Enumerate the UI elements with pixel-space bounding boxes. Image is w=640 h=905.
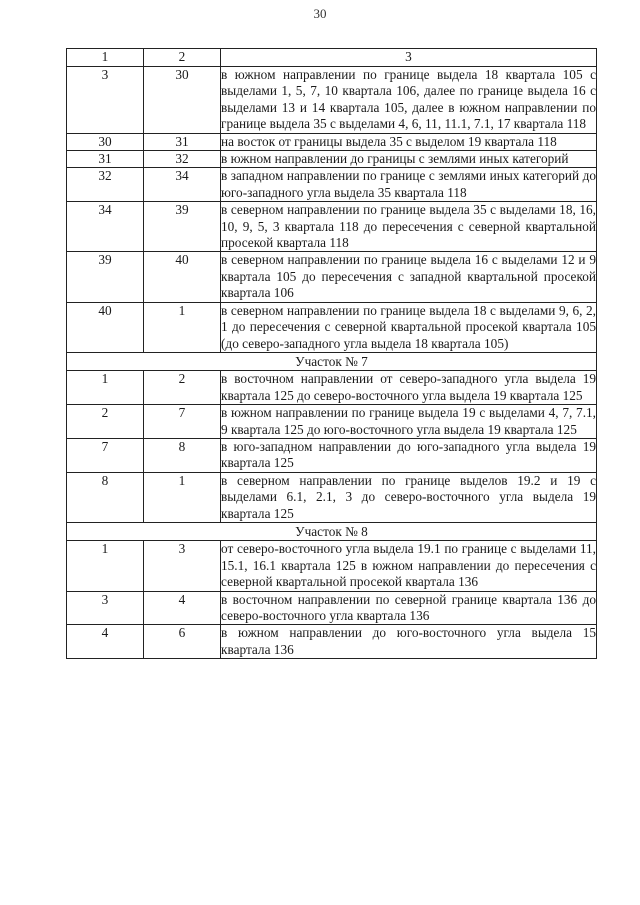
point-from-cell: 1: [67, 541, 144, 591]
column-header-description: 3: [221, 49, 597, 67]
boundary-description-cell: в северном направлении по границе выдела 35 с выделами 18, 16, 10, 9, 5, 3 квартала 118 до пересечения с северной квартальной просекой квартала 118: [221, 202, 596, 251]
point-to-cell: 32: [144, 151, 221, 168]
table-row: [67, 541, 597, 591]
table-row: [67, 472, 597, 522]
table-header-row: [67, 49, 597, 67]
table-row: [67, 252, 597, 302]
point-from-cell: 1: [67, 371, 144, 405]
point-from-cell: 2: [67, 405, 144, 439]
table-row: [67, 67, 597, 134]
boundary-description-cell: в юго-западном направлении до юго-западного угла выдела 19 квартала 125: [221, 438, 596, 471]
boundary-description-cell: в южном направлении по границе выдела 19 с выделами 4, 7, 7.1, 9 квартала 125 до юго-восточного угла выдела 19 квартала 125: [221, 405, 596, 437]
point-from-cell: 3: [67, 591, 144, 625]
point-to-cell: 2: [144, 371, 221, 405]
column-header-from: 1: [67, 49, 144, 67]
table-body: [67, 49, 597, 659]
boundary-description-cell: от северо-восточного угла выдела 19.1 по границе с выделами 11, 15.1, 16.1 квартала 125 в южном направлении до пересечения с северной квартальной просекой квартала 136: [221, 541, 596, 590]
point-from-cell: 32: [67, 168, 144, 202]
point-from-cell: 34: [67, 202, 144, 252]
point-to-cell: 31: [144, 133, 221, 150]
boundary-description-cell: в южном направлении по границе выдела 18 квартала 105 с выделами 1, 5, 7, 10 квартала 106, далее по границе выдела 16 с выделами 13 и 14 квартала 105, далее в южном направлении по границе выдела 35 с выделами 4, 6, 11, 11.1, 7.1, 17 квартала 118: [221, 67, 596, 132]
point-to-cell: 4: [144, 591, 221, 625]
point-from-cell: 7: [67, 438, 144, 472]
point-from-cell: 31: [67, 151, 144, 168]
boundary-table: [66, 48, 597, 659]
point-to-cell: 8: [144, 438, 221, 472]
table-row: [67, 168, 597, 202]
point-to-cell: 7: [144, 405, 221, 439]
table-row: [67, 405, 597, 439]
boundary-description-cell: на восток от границы выдела 35 с выделом 19 квартала 118: [221, 133, 597, 150]
table-row: [67, 438, 597, 472]
point-to-cell: 1: [144, 302, 221, 352]
point-to-cell: 3: [144, 541, 221, 591]
boundary-description-cell: в восточном направлении от северо-западного угла выдела 19 квартала 125 до северо-восточного угла выдела 19 квартала 125: [221, 371, 596, 403]
point-to-cell: 1: [144, 472, 221, 522]
boundary-description-cell: в западном направлении по границе с землями иных категорий до юго-западного угла выдела 35 квартала 118: [221, 168, 596, 200]
table-row: [67, 151, 597, 168]
section-heading: Участок № 7: [67, 352, 597, 370]
point-to-cell: 6: [144, 625, 221, 659]
section-heading-row: [67, 522, 597, 540]
point-to-cell: 30: [144, 67, 221, 134]
table-row: [67, 591, 597, 625]
table-row: [67, 302, 597, 352]
boundary-description-cell: в южном направлении до юго-восточного угла выдела 15 квартала 136: [221, 625, 596, 657]
column-header-to: 2: [144, 49, 221, 67]
boundary-description-cell: в южном направлении до границы с землями иных категорий: [221, 151, 597, 168]
point-to-cell: 39: [144, 202, 221, 252]
point-to-cell: 40: [144, 252, 221, 302]
page-number: 30: [313, 6, 327, 21]
point-from-cell: 39: [67, 252, 144, 302]
point-from-cell: 3: [67, 67, 144, 134]
boundary-description-cell: в северном направлении по границе выделов 19.2 и 19 с выделами 6.1, 2.1, 3 до северо-восточного угла выдела 19 квартала 125: [221, 472, 596, 521]
point-from-cell: 8: [67, 472, 144, 522]
table-row: [67, 625, 597, 659]
table-row: [67, 202, 597, 252]
section-heading: Участок № 8: [67, 522, 597, 540]
table-row: [67, 371, 597, 405]
boundary-description-cell: в северном направлении по границе выдела 18 с выделами 9, 6, 2, 1 до пересечения с северной квартальной просекой квартала 105 (до северо-западного угла выдела 18 квартала 105): [221, 302, 596, 351]
boundary-description-cell: в восточном направлении по северной границе квартала 136 до северо-восточного угла квартала 136: [221, 591, 596, 623]
table-row: [67, 133, 597, 150]
boundary-description-cell: в северном направлении по границе выдела 16 с выделами 12 и 9 квартала 105 до пересечения с западной квартальной просекой квартала 106: [221, 252, 596, 301]
point-from-cell: 4: [67, 625, 144, 659]
section-heading-row: [67, 352, 597, 370]
point-to-cell: 34: [144, 168, 221, 202]
point-from-cell: 30: [67, 133, 144, 150]
point-from-cell: 40: [67, 302, 144, 352]
